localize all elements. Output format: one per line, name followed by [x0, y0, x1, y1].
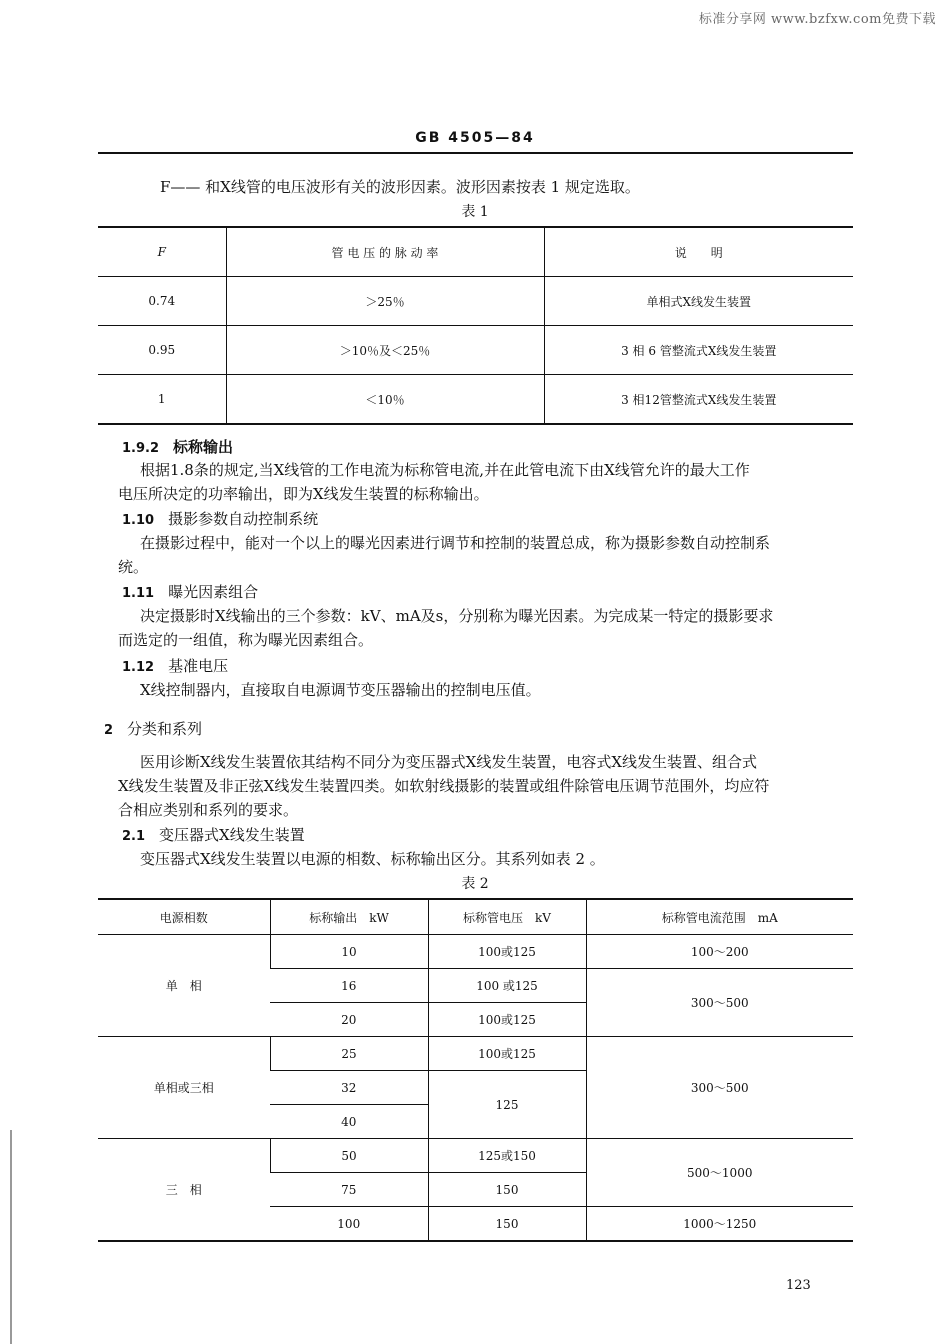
section-title: 基准电压 — [168, 657, 229, 675]
paragraph-line: 而选定的一组值，称为曝光因素组合。 — [118, 631, 374, 649]
table-row — [98, 326, 853, 375]
table-row — [98, 935, 853, 969]
power-cell: 50 — [270, 1139, 428, 1173]
header-cell: 说 明 — [544, 227, 853, 277]
paragraph-line: 医用诊断X线发生装置依其结构不同分为变压器式X线发生装置，电容式X线发生装置、组合式 — [140, 753, 758, 771]
power-cell: 40 — [270, 1105, 428, 1139]
phase-cell: 三 相 — [98, 1139, 270, 1242]
phase-cell: 单相或三相 — [98, 1037, 270, 1139]
table-row — [98, 1139, 853, 1173]
section-number: 1.9.2 — [122, 441, 160, 456]
watermark: 标准分享网 www.bzfxw.com免费下载 — [698, 12, 936, 27]
header-cell: 标称输出 kW — [270, 899, 428, 935]
voltage-cell: 150 — [428, 1173, 586, 1207]
section-title: 标称输出 — [173, 438, 234, 456]
paragraph-line: X线控制器内，直接取自电源调节变压器输出的控制电压值。 — [140, 681, 541, 699]
section-heading-2 — [104, 718, 202, 739]
section-heading-2-1 — [122, 824, 305, 845]
section-heading-1-11 — [122, 581, 258, 602]
scan-edge-line — [10, 1130, 12, 1344]
section-number: 1.12 — [122, 660, 155, 675]
section-title: 摄影参数自动控制系统 — [168, 510, 319, 528]
paragraph-line: 决定摄影时X线输出的三个参数：kV、mA及s，分别称为曝光因素。为完成某一特定的摄影要求 — [140, 607, 774, 625]
table-row — [98, 277, 853, 326]
section-heading-1-12 — [122, 655, 228, 676]
table-row — [98, 1037, 853, 1071]
table-cell: 3 相12管整流式X线发生装置 — [544, 375, 853, 425]
power-cell: 20 — [270, 1003, 428, 1037]
standard-header: GB 4505—84 — [415, 130, 535, 146]
power-cell: 100 — [270, 1207, 428, 1242]
table-cell: ＜10％ — [226, 375, 544, 425]
section-heading-1-10 — [122, 508, 318, 529]
paragraph-line: 统。 — [118, 558, 149, 576]
header-cell: 电源相数 — [159, 910, 208, 925]
voltage-cell: 125 — [428, 1071, 586, 1139]
paragraph-line: X线发生装置及非正弦X线发生装置四类。如软射线摄影的装置或组件除管电压调节范围外，均应符 — [118, 777, 770, 795]
table2-caption: 表 2 — [461, 876, 489, 892]
phase-cell: 单 相 — [98, 935, 270, 1037]
voltage-cell: 100或125 — [428, 1037, 586, 1071]
table-cell: 0.95 — [98, 326, 226, 375]
section-number: 1.10 — [122, 513, 155, 528]
power-cell: 16 — [270, 969, 428, 1003]
header-cell: F — [157, 245, 166, 259]
power-cell: 75 — [270, 1173, 428, 1207]
paragraph-line: 电压所决定的功率输出，即为X线发生装置的标称输出。 — [118, 485, 489, 503]
power-cell: 10 — [270, 935, 428, 969]
section-title: 分类和系列 — [127, 720, 203, 738]
power-cell: 25 — [270, 1037, 428, 1071]
intro-line: F—— 和X线管的电压波形有关的波形因素。波形因素按表 1 规定选取。 — [160, 178, 640, 196]
paragraph-line: 合相应类别和系列的要求。 — [118, 801, 299, 819]
section-title: 变压器式X线发生装置 — [159, 826, 305, 844]
section-number: 2 — [104, 723, 114, 738]
table-1 — [98, 226, 853, 425]
voltage-cell: 100 或125 — [428, 969, 586, 1003]
current-cell: 500～1000 — [586, 1139, 853, 1207]
header-cell: 标称管电流范围 mA — [586, 899, 853, 935]
current-cell: 300～500 — [586, 969, 853, 1037]
section-number: 1.11 — [122, 586, 155, 601]
section-heading-1-9-2 — [122, 436, 233, 457]
section-number: 2.1 — [122, 829, 146, 844]
power-cell: 32 — [270, 1071, 428, 1105]
table-row — [98, 375, 853, 425]
current-cell: 300～500 — [586, 1037, 853, 1139]
header-rule — [98, 152, 853, 154]
table-cell: 1 — [98, 375, 226, 425]
table-cell: ＞25％ — [226, 277, 544, 326]
paragraph-line: 变压器式X线发生装置以电源的相数、标称输出区分。其系列如表 2 。 — [140, 850, 605, 868]
table-cell: ＞10％及＜25％ — [226, 326, 544, 375]
table-header-row — [98, 227, 853, 277]
voltage-cell: 150 — [428, 1207, 586, 1242]
paragraph-line: 根据1.8条的规定,当X线管的工作电流为标称管电流,并在此管电流下由X线管允许的最大工作 — [140, 461, 750, 479]
voltage-cell: 100或125 — [428, 935, 586, 969]
table1-caption: 表 1 — [461, 204, 489, 220]
current-cell: 100～200 — [586, 935, 853, 969]
voltage-cell: 125或150 — [428, 1139, 586, 1173]
table-cell: 3 相 6 管整流式X线发生装置 — [544, 326, 853, 375]
header-cell: 管 电 压 的 脉 动 率 — [226, 227, 544, 277]
table-cell: 0.74 — [98, 277, 226, 326]
table-2 — [98, 898, 853, 1242]
section-title: 曝光因素组合 — [168, 583, 259, 601]
voltage-cell: 100或125 — [428, 1003, 586, 1037]
current-cell: 1000～1250 — [586, 1207, 853, 1242]
table-header-row — [98, 899, 853, 935]
table-cell: 单相式X线发生装置 — [544, 277, 853, 326]
page-number: 123 — [786, 1278, 811, 1293]
header-cell: 标称管电压 kV — [428, 899, 586, 935]
paragraph-line: 在摄影过程中，能对一个以上的曝光因素进行调节和控制的装置总成，称为摄影参数自动控制系 — [140, 534, 771, 552]
